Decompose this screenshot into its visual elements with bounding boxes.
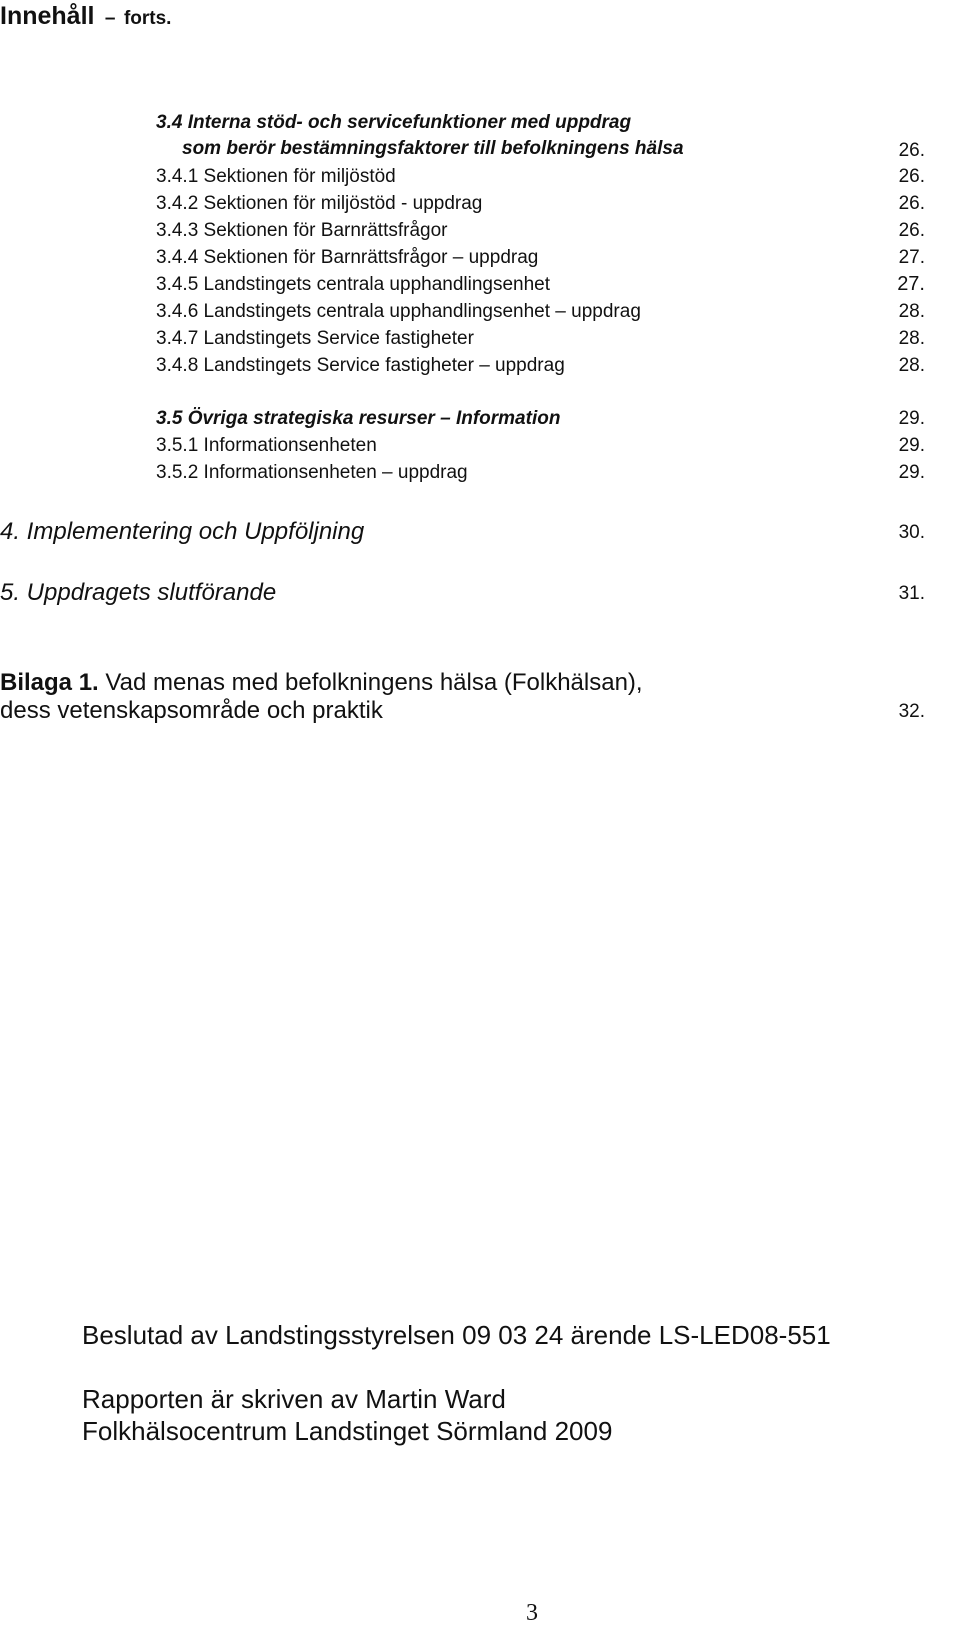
toc-entry-3-4-7-page: 28. [898, 328, 925, 349]
appendix-line1 [0, 669, 643, 697]
toc-entry-3-4-3-page: 26. [898, 220, 925, 241]
footer-decision: Beslutad av Landstingsstyrelsen 09 03 24 ärende LS-LED08-551 [82, 1320, 831, 1350]
toc-chapter-5-page: 31. [898, 583, 925, 604]
toc-entry-3-4-4: 3.4.4 Sektionen för Barnrättsfrågor – uppdrag [156, 247, 539, 268]
section-3-4-heading-page: 26. [898, 140, 925, 161]
section-3-5-heading-page: 29. [898, 408, 925, 429]
section-3-4-heading-line2: som berör bestämningsfaktorer till befolkningens hälsa [182, 138, 684, 159]
toc-entry-3-5-2-page: 29. [898, 462, 925, 483]
toc-chapter-4: 4. Implementering och Uppföljning [0, 518, 365, 545]
toc-entry-3-4-3: 3.4.3 Sektionen för Barnrättsfrågor [156, 220, 448, 241]
toc-entry-3-4-7: 3.4.7 Landstingets Service fastigheter [156, 328, 474, 349]
toc-entry-3-5-1-page: 29. [898, 435, 925, 456]
toc-entry-3-4-5-page: 27. [897, 273, 925, 295]
section-3-4-heading-line1: 3.4 Interna stöd- och servicefunktioner med uppdrag [156, 112, 632, 133]
appendix-page: 32. [898, 701, 925, 722]
toc-entry-3-4-5: 3.4.5 Landstingets centrala upphandlingsenhet [156, 274, 551, 295]
appendix-title-line2: dess vetenskapsområde och praktik [0, 697, 383, 724]
footer-author: Rapporten är skriven av Martin Ward [82, 1384, 506, 1414]
toc-entry-3-5-1: 3.5.1 Informationsenheten [156, 435, 377, 456]
toc-entry-3-4-1: 3.4.1 Sektionen för miljöstöd [156, 166, 396, 187]
footer-organization: Folkhälsocentrum Landstinget Sörmland 2009 [82, 1416, 613, 1446]
toc-title-dash: – [104, 8, 116, 29]
toc-entry-3-4-1-page: 26. [898, 166, 925, 187]
toc-entry-3-4-6-page: 28. [898, 301, 925, 322]
toc-subtitle: forts. [123, 8, 172, 29]
toc-chapter-4-page: 30. [898, 522, 925, 543]
appendix-title-line1: Vad menas med befolkningens hälsa (Folkhälsan), [98, 669, 643, 696]
toc-entry-3-5-2: 3.5.2 Informationsenheten – uppdrag [156, 462, 468, 483]
toc-entry-3-4-8: 3.4.8 Landstingets Service fastigheter – uppdrag [156, 355, 565, 376]
toc-entry-3-4-4-page: 27. [898, 247, 925, 268]
toc-chapter-5: 5. Uppdragets slutförande [0, 579, 277, 606]
toc-entry-3-4-2-page: 26. [898, 193, 925, 214]
toc-title: Innehåll [0, 2, 95, 30]
toc-entry-3-4-2: 3.4.2 Sektionen för miljöstöd - uppdrag [156, 193, 483, 214]
toc-entry-3-4-6: 3.4.6 Landstingets centrala upphandlingsenhet – uppdrag [156, 301, 641, 322]
page-number: 3 [526, 1600, 538, 1626]
section-3-5-heading: 3.5 Övriga strategiska resurser – Information [156, 408, 561, 429]
toc-header [0, 2, 171, 31]
toc-entry-3-4-8-page: 28. [898, 355, 925, 376]
appendix-label: Bilaga 1. [0, 669, 99, 696]
